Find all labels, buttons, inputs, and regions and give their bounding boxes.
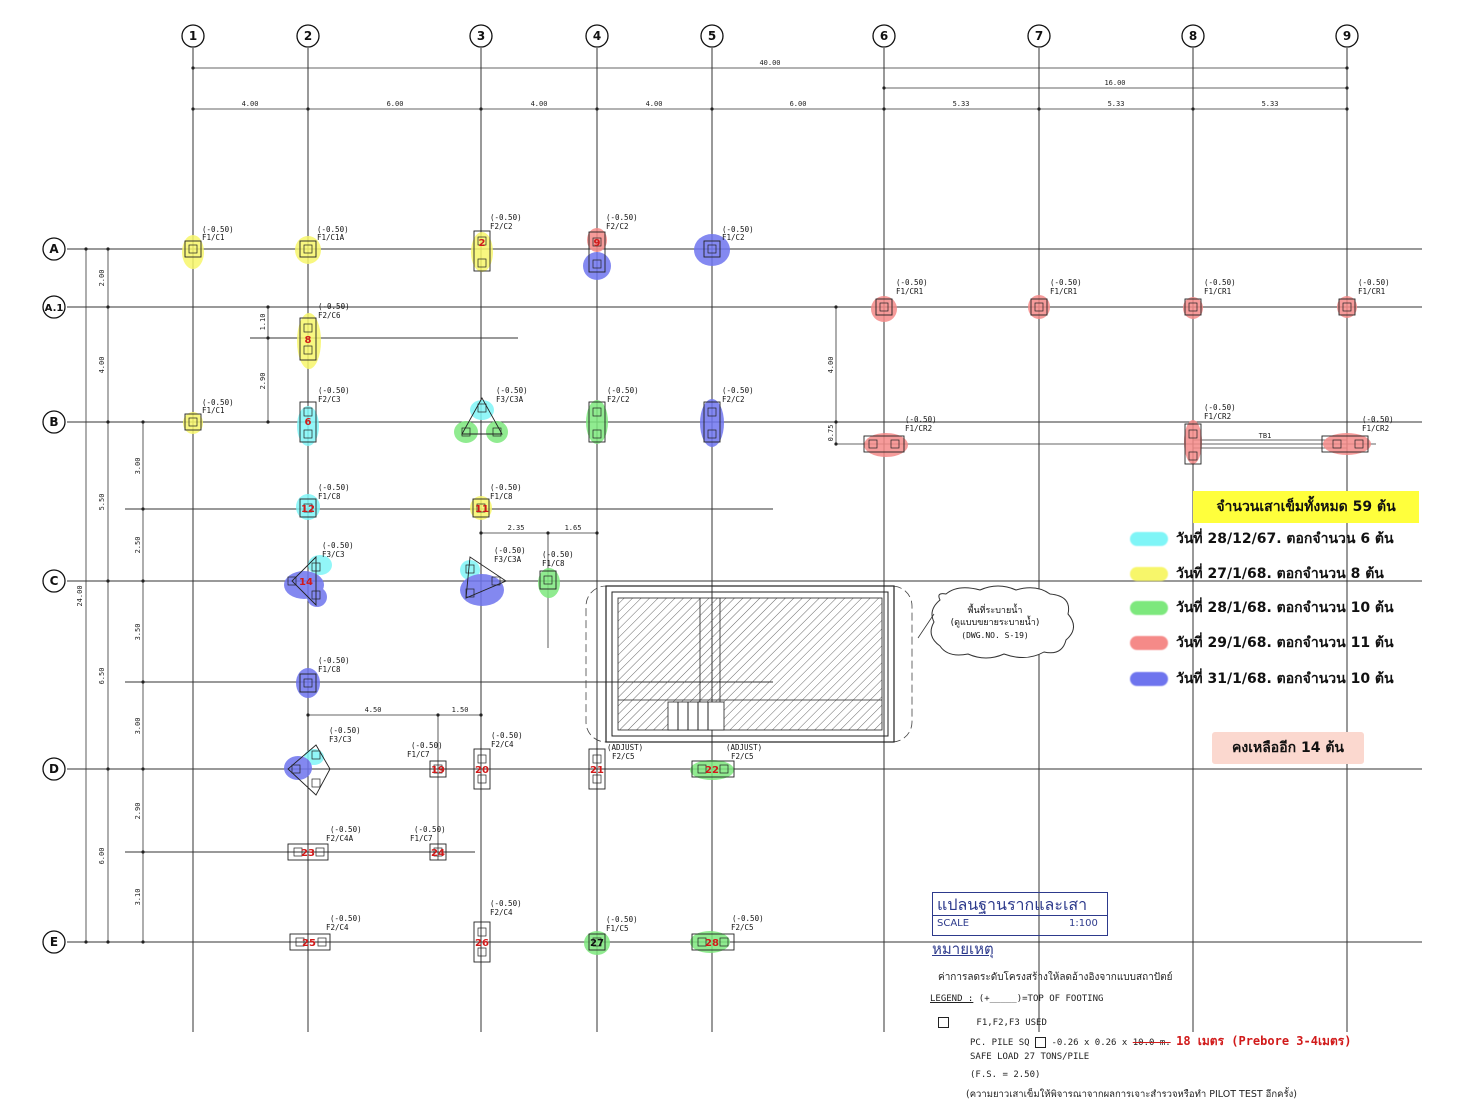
svg-text:28: 28 <box>705 938 719 949</box>
svg-text:(-0.50): (-0.50) <box>542 550 574 559</box>
svg-text:6.00: 6.00 <box>789 100 807 108</box>
svg-text:(-0.50): (-0.50) <box>322 541 354 550</box>
svg-text:(-0.50): (-0.50) <box>732 914 764 923</box>
pile-spec-size: -0.26 x 0.26 x <box>1051 1038 1128 1048</box>
svg-text:(-0.50): (-0.50) <box>317 225 349 234</box>
pile-numbers <box>299 238 719 949</box>
pile-spec-prefix: PC. PILE SQ <box>970 1038 1030 1048</box>
svg-text:F2/C4A: F2/C4A <box>326 834 354 843</box>
svg-text:19: 19 <box>431 765 445 776</box>
svg-text:(ADJUST): (ADJUST) <box>607 743 644 752</box>
legend-row-text: วันที่ 28/12/67. ตอกจำนวน 6 ต้น <box>1176 531 1394 547</box>
svg-text:5.33: 5.33 <box>952 100 970 108</box>
pile-spec-symbol-icon <box>1035 1037 1046 1048</box>
svg-text:22: 22 <box>705 765 719 776</box>
svg-text:(-0.50): (-0.50) <box>1204 278 1236 287</box>
svg-text:(-0.50): (-0.50) <box>490 213 522 222</box>
svg-text:F1/C7: F1/C7 <box>410 834 433 843</box>
svg-text:F2/C4: F2/C4 <box>326 923 349 932</box>
pile-spec-line <box>970 1032 1351 1051</box>
legend-row-text: วันที่ 29/1/68. ตอกจำนวน 11 ต้น <box>1176 635 1394 651</box>
legend-row-red <box>1130 632 1394 654</box>
svg-text:2.90: 2.90 <box>259 372 267 390</box>
svg-text:F2/C2: F2/C2 <box>607 395 630 404</box>
legend-row-blue <box>1130 668 1394 690</box>
legend-row-green <box>1130 597 1394 619</box>
svg-text:27: 27 <box>590 938 604 949</box>
svg-text:0.75: 0.75 <box>827 424 835 442</box>
svg-text:(-0.50): (-0.50) <box>202 398 234 407</box>
svg-text:พื้นที่ระบายน้ำ: พื้นที่ระบายน้ำ <box>967 606 1023 616</box>
svg-text:(-0.50): (-0.50) <box>607 386 639 395</box>
svg-text:F2/C2: F2/C2 <box>722 395 745 404</box>
pile-length-note: (ความยาวเสาเข็มให้พิจารณาจากผลการเจาะสำรวจหรือทำ PILOT TEST อีกครั้ง) <box>966 1089 1297 1100</box>
svg-text:24.00: 24.00 <box>76 585 84 607</box>
svg-text:F2/C4: F2/C4 <box>490 908 513 917</box>
svg-text:8: 8 <box>304 335 312 346</box>
svg-text:F2/C2: F2/C2 <box>490 222 513 231</box>
svg-text:4.50: 4.50 <box>364 706 382 714</box>
svg-text:(-0.50): (-0.50) <box>606 213 638 222</box>
svg-text:(-0.50): (-0.50) <box>494 546 526 555</box>
svg-text:(-0.50): (-0.50) <box>414 825 446 834</box>
grid-row-E <box>43 931 65 953</box>
svg-text:2.00: 2.00 <box>98 269 106 287</box>
svg-text:(-0.50): (-0.50) <box>330 825 362 834</box>
svg-text:6: 6 <box>879 29 889 43</box>
svg-text:(-0.50): (-0.50) <box>491 731 523 740</box>
svg-text:3.00: 3.00 <box>134 717 142 735</box>
grid-row-B <box>43 411 65 433</box>
svg-text:1: 1 <box>188 29 198 43</box>
remaining-piles-banner: คงเหลืออีก 14 ต้น <box>1212 732 1364 764</box>
svg-text:(-0.50): (-0.50) <box>606 915 638 924</box>
notes-heading: หมายเหตุ <box>932 940 994 958</box>
svg-text:(-0.50): (-0.50) <box>905 415 937 424</box>
legend-row-text: วันที่ 28/1/68. ตอกจำนวน 10 ต้น <box>1176 600 1394 616</box>
svg-text:F1/C1: F1/C1 <box>202 406 225 415</box>
svg-text:(-0.50): (-0.50) <box>330 914 362 923</box>
svg-text:4: 4 <box>592 29 602 43</box>
title-block <box>932 892 1108 936</box>
legend-line <box>930 994 1103 1004</box>
svg-text:C: C <box>49 574 59 588</box>
row-grid-lines <box>67 249 1422 942</box>
svg-text:F2/C4: F2/C4 <box>491 740 514 749</box>
pile-symbol-icon <box>938 1017 949 1028</box>
svg-text:23: 23 <box>301 848 315 859</box>
svg-text:(-0.50): (-0.50) <box>318 483 350 492</box>
svg-text:(-0.50): (-0.50) <box>496 386 528 395</box>
svg-text:F1/C8: F1/C8 <box>318 492 341 501</box>
svg-text:26: 26 <box>475 938 489 949</box>
svg-text:(-0.50): (-0.50) <box>318 386 350 395</box>
pile-spec-struck-length: 10.0 m. <box>1132 1038 1171 1048</box>
legend-swatch-green <box>1130 601 1168 615</box>
svg-text:F3/C3A: F3/C3A <box>494 555 522 564</box>
factor-of-safety-line: (F.S. = 2.50) <box>970 1070 1041 1080</box>
svg-text:F2/C5: F2/C5 <box>612 752 635 761</box>
svg-text:(-0.50): (-0.50) <box>1358 278 1390 287</box>
grid-row-A1 <box>43 296 65 318</box>
svg-text:TB1: TB1 <box>1258 432 1272 440</box>
grid-col-3 <box>470 25 492 47</box>
svg-text:F1/C1A: F1/C1A <box>317 233 345 242</box>
top-dimension-chains <box>191 59 1348 111</box>
svg-text:F1/C2: F1/C2 <box>722 233 745 242</box>
svg-text:(ดูแบบขยายระบายน้ำ): (ดูแบบขยายระบายน้ำ) <box>950 618 1040 628</box>
svg-text:25: 25 <box>302 938 316 949</box>
svg-text:F1/CR2: F1/CR2 <box>1204 412 1232 421</box>
svg-text:4.00: 4.00 <box>827 356 835 374</box>
footing-used-text: F1,F2,F3 USED <box>976 1018 1047 1028</box>
svg-text:F1/C5: F1/C5 <box>606 924 629 933</box>
svg-text:3: 3 <box>476 29 486 43</box>
svg-text:(-0.50): (-0.50) <box>329 726 361 735</box>
legend-label: LEGEND : <box>930 994 974 1004</box>
drainage-pit <box>586 586 912 742</box>
drainage-callout <box>918 586 1074 658</box>
svg-text:11: 11 <box>475 504 489 515</box>
svg-text:(DWG.NO. S-19): (DWG.NO. S-19) <box>961 631 1029 640</box>
svg-text:F2/C3: F2/C3 <box>318 395 341 404</box>
svg-text:6: 6 <box>304 417 312 428</box>
row-grid-labels <box>43 238 65 953</box>
grid-row-C <box>43 570 65 592</box>
safe-load-line: SAFE LOAD 27 TONS/PILE <box>970 1052 1090 1062</box>
legend-swatch-red <box>1130 636 1168 650</box>
svg-text:E: E <box>49 935 59 949</box>
legend-row-yellow <box>1130 563 1384 585</box>
svg-text:F1/CR2: F1/CR2 <box>1362 424 1390 433</box>
svg-text:(-0.50): (-0.50) <box>490 899 522 908</box>
svg-text:21: 21 <box>590 765 604 776</box>
grid-col-1 <box>182 25 204 47</box>
svg-text:B: B <box>49 415 59 429</box>
svg-text:2.35: 2.35 <box>507 524 525 532</box>
svg-text:3.10: 3.10 <box>134 888 142 906</box>
svg-text:16.00: 16.00 <box>1104 79 1126 87</box>
scale-label: SCALE <box>937 918 970 929</box>
svg-text:24: 24 <box>431 848 445 859</box>
svg-text:5.33: 5.33 <box>1261 100 1279 108</box>
svg-text:F2/C5: F2/C5 <box>731 752 754 761</box>
svg-text:F1/C8: F1/C8 <box>490 492 513 501</box>
svg-text:6.00: 6.00 <box>98 847 106 865</box>
svg-text:(-0.50): (-0.50) <box>722 225 754 234</box>
svg-text:D: D <box>49 762 59 776</box>
legend-swatch-cyan <box>1130 532 1168 546</box>
svg-text:A.1: A.1 <box>44 303 64 314</box>
scale-value: 1:100 <box>1069 918 1098 929</box>
svg-text:F1/CR1: F1/CR1 <box>1358 287 1386 296</box>
legend-swatch-yellow <box>1130 567 1168 581</box>
svg-text:(-0.50): (-0.50) <box>1050 278 1082 287</box>
grid-col-4 <box>586 25 608 47</box>
pile-spec-handwritten: 18 เมตร (Prebore 3-4เมตร) <box>1176 1034 1352 1048</box>
svg-text:6.00: 6.00 <box>386 100 404 108</box>
footing-used-line <box>938 1017 1047 1028</box>
svg-text:2: 2 <box>303 29 313 43</box>
svg-text:2: 2 <box>478 238 486 249</box>
left-dimension-chains <box>76 247 270 943</box>
svg-text:7: 7 <box>1034 29 1044 43</box>
svg-text:9: 9 <box>593 238 601 249</box>
note-level-reference: ค่าการลดระดับโครงสร้างให้ลดอ้างอิงจากแบบสถาปัตย์ <box>938 972 1173 983</box>
svg-text:20: 20 <box>475 765 489 776</box>
svg-text:(-0.50): (-0.50) <box>411 741 443 750</box>
grid-row-D <box>43 758 65 780</box>
svg-text:40.00: 40.00 <box>759 59 781 67</box>
svg-text:3.50: 3.50 <box>134 623 142 641</box>
svg-text:F1/C8: F1/C8 <box>542 559 565 568</box>
svg-text:2.50: 2.50 <box>134 536 142 554</box>
svg-text:F1/CR1: F1/CR1 <box>1050 287 1078 296</box>
svg-text:5.33: 5.33 <box>1107 100 1125 108</box>
grid-col-2 <box>297 25 319 47</box>
grid-col-7 <box>1028 25 1050 47</box>
svg-text:4.00: 4.00 <box>530 100 548 108</box>
svg-text:F3/C3: F3/C3 <box>322 550 345 559</box>
legend-row-text: วันที่ 31/1/68. ตอกจำนวน 10 ต้น <box>1176 671 1394 687</box>
svg-text:(-0.50): (-0.50) <box>1362 415 1394 424</box>
svg-text:F2/C6: F2/C6 <box>318 311 341 320</box>
svg-text:5: 5 <box>707 29 717 43</box>
svg-text:(-0.50): (-0.50) <box>490 483 522 492</box>
svg-text:8: 8 <box>1188 29 1198 43</box>
legend-desc: (+_____)=TOP OF FOOTING <box>978 994 1104 1004</box>
svg-text:(-0.50): (-0.50) <box>318 656 350 665</box>
svg-text:6.50: 6.50 <box>98 667 106 685</box>
svg-text:F2/C2: F2/C2 <box>606 222 629 231</box>
svg-text:4.00: 4.00 <box>645 100 663 108</box>
svg-text:F3/C3: F3/C3 <box>329 735 352 744</box>
svg-text:F1/CR2: F1/CR2 <box>905 424 933 433</box>
svg-text:1.10: 1.10 <box>259 313 267 331</box>
svg-text:(-0.50): (-0.50) <box>202 225 234 234</box>
svg-text:9: 9 <box>1342 29 1352 43</box>
grid-col-6 <box>873 25 895 47</box>
svg-text:F1/CR1: F1/CR1 <box>1204 287 1232 296</box>
total-piles-banner: จำนวนเสาเข็มทั้งหมด 59 ต้น <box>1193 491 1419 523</box>
svg-text:A: A <box>49 242 59 256</box>
svg-text:F1/C8: F1/C8 <box>318 665 341 674</box>
svg-text:(-0.50): (-0.50) <box>722 386 754 395</box>
svg-text:2.90: 2.90 <box>134 802 142 820</box>
svg-text:(-0.50): (-0.50) <box>318 302 350 311</box>
svg-text:12: 12 <box>301 504 315 515</box>
svg-text:(ADJUST): (ADJUST) <box>726 743 763 752</box>
svg-text:4.00: 4.00 <box>241 100 259 108</box>
grid-col-5 <box>701 25 723 47</box>
column-grid-labels <box>182 25 1358 47</box>
legend-row-cyan <box>1130 528 1394 550</box>
scale-row <box>933 915 1107 934</box>
svg-text:(-0.50): (-0.50) <box>896 278 928 287</box>
legend-row-text: วันที่ 27/1/68. ตอกจำนวน 8 ต้น <box>1176 566 1384 582</box>
svg-text:1.50: 1.50 <box>451 706 469 714</box>
legend-swatch-blue <box>1130 672 1168 686</box>
grid-row-A <box>43 238 65 260</box>
drawing-title: แปลนฐานรากและเสา <box>937 895 1088 914</box>
svg-text:F2/C5: F2/C5 <box>731 923 754 932</box>
svg-text:F3/C3A: F3/C3A <box>496 395 524 404</box>
grid-col-9 <box>1336 25 1358 47</box>
svg-text:14: 14 <box>299 577 313 588</box>
svg-text:5.50: 5.50 <box>98 493 106 511</box>
svg-text:(-0.50): (-0.50) <box>1204 403 1236 412</box>
grid-col-8 <box>1182 25 1204 47</box>
svg-text:F1/C7: F1/C7 <box>407 750 430 759</box>
svg-text:F1/CR1: F1/CR1 <box>896 287 924 296</box>
svg-text:1.65: 1.65 <box>564 524 582 532</box>
svg-text:F1/C1: F1/C1 <box>202 233 225 242</box>
svg-text:3.00: 3.00 <box>134 457 142 475</box>
svg-text:4.00: 4.00 <box>98 356 106 374</box>
